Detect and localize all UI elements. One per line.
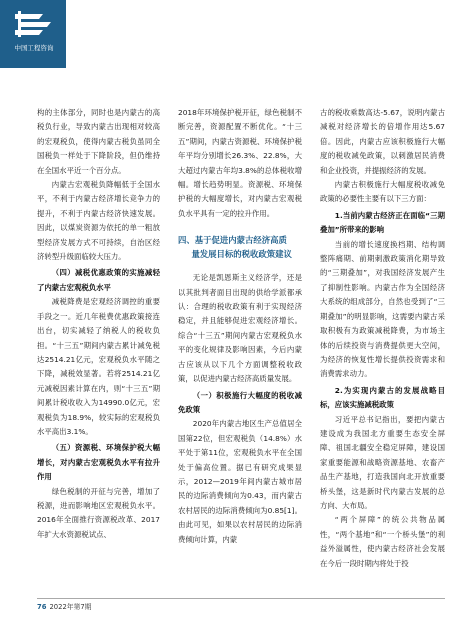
paragraph: 2018年环境保护税开征，绿色税制不断完善，资源配置不断优化。“十三五”期间，内蒙古资源税、环境保护税年平均分别增长26.3%、22.8%，大大超过内蒙古年均3.8%的总体税收增幅。增长趋势明显。资源税、环境保护税的大幅度增长，对内蒙古宏观税负水平具有一定的拉升作用。 — [178, 108, 302, 218]
paragraph: 2020年内蒙古地区生产总值居全国第22位，但宏观税负（14.8%）水平处于第11位，宏观税负水平在全国处于偏高位置。据已有研究成果显示，2012—2019年间内蒙古城市居民的边际消费倾向为0.43，而内蒙古农村居民的边际消费倾向为0.85[1]。由此可见，如果以农村居民的边际消费倾向计算，内蒙 — [178, 419, 302, 544]
paragraph: 当前的增长速度换档期、结构调整阵痛期、前期刺激政策消化期导致的“三期叠加”，对我国经济发展产生了抑制性影响。内蒙古作为全国经济大系统的组成部分，自然也受到了“三期叠加”的明显影响，这需要内蒙古采取积极有为政策减税降费，为市场主体的后续投资与消费提供更大空间，为经济的恢复性增长提供投资需求和消费需求动力。 — [320, 239, 445, 379]
journal-logo — [0, 0, 66, 68]
column-2 — [178, 106, 302, 547]
footer-divider — [37, 598, 445, 599]
section-title — [178, 233, 302, 261]
sub-heading: 1.当前内蒙古经济正在面临“三期叠加”所带来的影响 — [320, 210, 445, 235]
sub-heading: （五）资源税、环境保护税大幅增长，对内蒙古宏观税负水平有拉升作用 — [37, 443, 160, 482]
paragraph: 习近平总书记指出，要把内蒙古建设成为我国北方重要生态安全屏障、祖国北疆安全稳定屏障，建设国家重要能源和战略资源基地、农畜产品生产基地，打造我国向北开放重要桥头堡，这是新时代内蒙古发展的总方向、大布局。 — [320, 414, 445, 510]
issue-label: 2022年第7期 — [49, 603, 92, 611]
logo-text: 中国工程咨询 — [14, 44, 54, 52]
paragraph: “两个屏障”的统公共物品属性，“两个基地”和“一个桥头堡”的利益外溢属性，使内蒙古经济社会发展在今后一段时期内将处于投 — [320, 515, 445, 568]
paragraph: 无论是凯恩斯主义经济学，还是以其批判者面目出现的供给学派都承认：合理的税收政策有利于实现经济稳定，并且能够促进宏观经济增长。综合“十三五”期间内蒙古宏观税负水平的变化规律及影响因素，今后内蒙古应该从以下几个方面调整税收政策，以促进内蒙古经济高质量发展。 — [178, 273, 302, 384]
sub-heading: （一）积极施行大幅度的税收减免政策 — [178, 390, 302, 414]
paragraph: 古的税收乘数高达-5.67，说明内蒙古减税对经济增长的倍增作用达5.67倍。因此，内蒙古应该积极施行大幅度的税收减免政策，以刺激居民消费和企业投资，并提振经济的发展。 — [320, 108, 445, 175]
section-title-line-2: 量发展目标的税收政策建议 — [191, 249, 292, 260]
sub-heading: 2.为实现内蒙古的发展战略目标，应该实施减税政策 — [320, 385, 445, 410]
page-footer — [37, 602, 95, 612]
column-3 — [320, 106, 445, 571]
paragraph: 内蒙古积极施行大幅度税收减免政策的必要性主要有以下三方面： — [320, 180, 445, 204]
paragraph: 内蒙古宏观税负降幅低于全国水平，不利于内蒙古经济增长竞争力的提升，不利于内蒙古经济快速发展。因此，以煤炭资源为依托的单一粗放型经济发展方式不可持续，自治区经济转型升级面临较大压力。 — [37, 180, 160, 262]
column-1 — [37, 106, 160, 542]
paragraph: 构的主体部分，同时也是内蒙古的高税负行业，导致内蒙古出现相对较高的宏观税负，使得内蒙古税负虽同全国税负一样处于下降阶段，但仍维持在全国水平近一个百分点。 — [37, 108, 160, 175]
paragraph: 绿色税制的开征与完善，增加了税源，进而影响地区宏观税负水平。2016年全面推行资源税改革、2017年扩大水资源税试点、 — [37, 486, 160, 539]
logo-emblem-icon — [13, 8, 53, 38]
sub-heading: （四）减税优惠政策的实施减轻了内蒙古宏观税负水平 — [37, 268, 160, 292]
section-title-line-1: 四、基于促进内蒙古经济高质 — [178, 235, 287, 246]
paragraph: 减税降费是宏观经济调控的重要手段之一。近几年税费优惠政策接连出台，切实减轻了纳税人的税收负担。“十三五”期间内蒙古累计减免税达2514.21亿元，宏观税负水平随之下降，减税效显著。若将2514.21亿元减税因素计算在内，则“十三五”期间累计税收收入为14990.0亿元，宏观税负为18.9%，较实际的宏观税负水平高出3.1%。 — [37, 297, 160, 436]
page-number: 76 — [37, 603, 47, 611]
